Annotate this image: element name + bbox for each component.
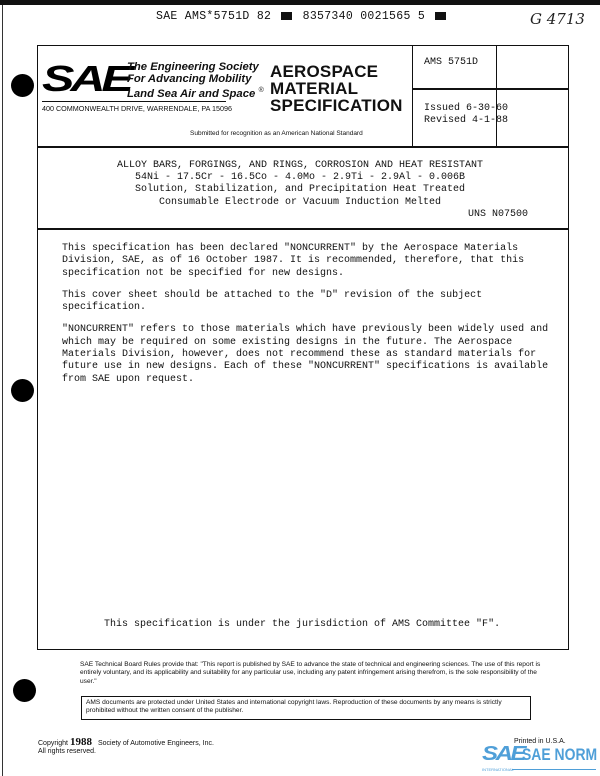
sae-norm-watermark (482, 743, 598, 775)
copyright-owner: Society of Automotive Engineers, Inc. (97, 740, 214, 747)
material-line: 54Ni - 17.5Cr - 16.5Co - 4.0Mo - 2.9Ti - 2.9Al - 0.006B (134, 172, 466, 184)
tagline-line: For Advancing Mobility (127, 72, 252, 85)
barcode-block-icon (281, 12, 292, 20)
body-paragraph: "NONCURRENT" refers to those materials which have previously been widely used and which may be required on some existing designs in the future. The Aerospace Materials Division, however, does not recommend these as standard materials for future use in new designs. Each of these "NONCURRENT" specifications is available from SAE upon request. (62, 324, 549, 385)
punch-hole-icon (13, 679, 36, 702)
copyright (38, 738, 214, 756)
issue-dates (424, 103, 508, 127)
tagline-line: Land Sea Air and Space ® (127, 87, 264, 100)
title-line: SPECIFICATION (270, 96, 403, 115)
title-line: MATERIAL (270, 79, 359, 98)
scan-left-edge (2, 5, 3, 776)
title-line: AEROSPACE (270, 62, 379, 81)
address: 400 COMMONWEALTH DRIVE, WARRENDALE, PA 15096 (42, 104, 232, 113)
watermark-rule (512, 769, 596, 770)
barcode-block-icon (435, 12, 446, 20)
sae-norm-text: SAE NORM (522, 745, 598, 764)
technical-board-rules: SAE Technical Board Rules provide that: "This report is published by SAE to advance the state of technical and engineering sciences. The use of this report is entirely voluntary, and its applicability and suitability for any particular use, including any patent infringement arising therefrom, is the sole responsibility of the user." (80, 661, 541, 685)
document-code: SAE AMS*5751D 82 (156, 10, 272, 23)
printed-in: Printed in U.S.A. (514, 738, 566, 745)
punch-hole-icon (11, 74, 34, 97)
tagline-line: The Engineering Society (127, 61, 259, 73)
registered-mark: ® (258, 87, 264, 94)
material-line: ALLOY BARS, FORGINGS, AND RINGS, CORROSION AND HEAT RESISTANT (116, 160, 484, 171)
copyright-year: 1988 (69, 736, 92, 748)
sae-logo: SAE (42, 58, 130, 99)
body-paragraph: This cover sheet should be attached to the "D" revision of the subject specification. (62, 289, 483, 314)
handwritten-note: G 4713 (530, 10, 585, 28)
revised-date: Revised 4-1-88 (424, 115, 509, 126)
scan-header-code (156, 10, 449, 23)
material-title (40, 160, 560, 209)
document-type-title (270, 63, 403, 114)
spec-number: AMS 5751D (424, 57, 479, 68)
material-line: Solution, Stabilization, and Precipitation Heat Treated (134, 184, 466, 196)
jurisdiction-note: This specification is under the jurisdiction of AMS Committee "F". (104, 619, 501, 630)
material-line: Consumable Electrode or Vacuum Induction Melted (158, 196, 442, 208)
body-paragraph: This specification has been declared "NONCURRENT" by the Aerospace Materials Division, SAE, as of 16 October 1987. It is recommended, therefore, that this specification not be specified for new designs. (62, 243, 525, 279)
body-text (62, 243, 557, 396)
ansi-submission-note: Submitted for recognition as an American National Standard (190, 130, 363, 137)
copyright-notice-box: AMS documents are protected under United States and international copyright laws. Reproduction of these documents by any means is strictly prohibited without the written consent of the publisher. (81, 696, 531, 720)
rights-reserved: All rights reserved. (38, 748, 96, 755)
society-tagline (127, 62, 264, 100)
uns-number: UNS N07500 (468, 209, 529, 220)
address-divider (42, 101, 226, 102)
punch-hole-icon (11, 379, 34, 402)
watermark-subtitle: INTERNATIONAL (482, 767, 514, 772)
issued-date: Issued 6-30-60 (424, 103, 509, 114)
sae-watermark-logo: SAE (482, 743, 525, 765)
copyright-label: Copyright (38, 740, 68, 747)
scan-top-edge (0, 0, 600, 5)
barcode-number: 8357340 0021565 5 (302, 10, 426, 23)
